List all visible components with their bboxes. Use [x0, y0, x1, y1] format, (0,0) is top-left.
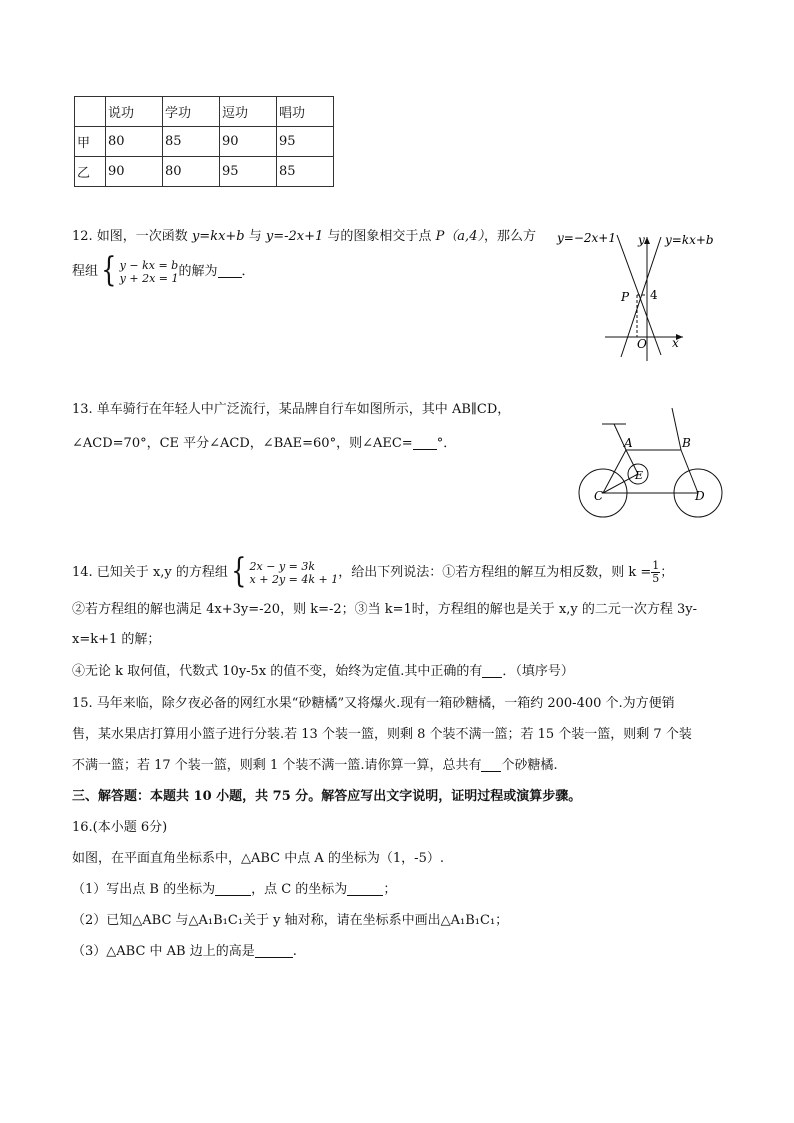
q14-text: ；	[660, 565, 674, 580]
q16-text: （1）写出点 B 的坐标为	[72, 882, 216, 897]
point-label: C	[594, 489, 604, 503]
q15-line1: 15. 马年来临，除夕夜必备的网红水果“砂糖橘”又将爆火.现有一箱砂糖橘，一箱约 200-400 个.为方便销	[72, 696, 675, 711]
q14-text: ，给出下列说法：①若方程组的解互为相反数，则 k =	[338, 565, 652, 580]
q16-header: 16.(本小题 6分)	[72, 820, 168, 835]
q16-text: （3）△ABC 中 AB 边上的高是	[72, 944, 255, 959]
table-header-cell: 说功	[106, 97, 163, 127]
table-cell: 95	[277, 127, 334, 157]
q14-text: 14. 已知关于 x,y 的方程组	[72, 565, 228, 580]
answer-blank[interactable]	[347, 881, 383, 896]
equation-system	[120, 259, 179, 285]
brace-icon: {	[101, 249, 117, 290]
q16-text: ；	[383, 882, 397, 897]
answer-blank[interactable]	[218, 263, 242, 278]
q16-intro: 如图，在平面直角坐标系中，△ABC 中点 A 的坐标为（1，-5）.	[72, 851, 444, 866]
table-header-row	[75, 97, 334, 127]
q13-line1: 13. 单车骑行在年轻人中广泛流行，某品牌自行车如图所示，其中 AB∥CD，	[72, 402, 511, 417]
table-cell: 85	[163, 127, 220, 157]
table-cell: 90	[220, 127, 277, 157]
table-cell: 95	[220, 157, 277, 187]
table-header-cell: 逗功	[220, 97, 277, 127]
q12-text: ，那么方	[483, 229, 536, 244]
equation-row: x + 2y = 4k + 1	[249, 572, 339, 586]
table-cell: 80	[163, 157, 220, 187]
fraction-numerator: 1	[652, 559, 660, 572]
q12-text: 程组	[72, 264, 99, 279]
graph-label: P	[621, 290, 630, 304]
table-header-cell	[75, 97, 106, 127]
q15-line2: 售，某水果店打算用小篮子进行分装.若 13 个装一篮，则剩 8 个装不满一篮；若 15 个装一篮，则剩 7 个装	[72, 727, 692, 742]
table-cell: 85	[277, 157, 334, 187]
handlebar-stem	[672, 408, 681, 450]
table-cell: 甲	[75, 127, 106, 157]
q14-line3: x=k+1 的解；	[72, 632, 161, 647]
q13-text: ∠ACD=70°，CE 平分∠ACD，∠BAE=60°，则∠AEC=	[72, 436, 413, 451]
brace-icon: {	[231, 550, 247, 591]
q14-line4	[72, 662, 574, 682]
q12-formula: y=-2x+1	[265, 229, 324, 244]
q12-formula: y=kx+b	[191, 229, 245, 244]
q14-line1	[72, 550, 674, 591]
q13-line2	[72, 434, 456, 454]
q12-text: ．	[241, 264, 255, 279]
graph-label: 4	[650, 288, 658, 302]
q15-text: 个砂糖橘.	[501, 758, 558, 773]
q13-text: °．	[436, 436, 457, 451]
q12-line2	[72, 249, 255, 290]
point-label: E	[635, 469, 644, 482]
table-cell: 乙	[75, 157, 106, 187]
graph-label: x	[672, 336, 679, 350]
bicycle-figure	[578, 400, 726, 525]
q12-point: P（a,4）	[435, 229, 484, 244]
q12-text: 的解为	[178, 264, 218, 279]
q16-part1	[72, 880, 396, 900]
q15-line3	[72, 756, 558, 776]
point-label: A	[624, 436, 633, 450]
answer-blank[interactable]	[482, 663, 502, 678]
equation-row: y − kx = b	[119, 258, 179, 272]
q14-text: ．（填序号）	[502, 664, 574, 679]
table-cell: 90	[106, 157, 163, 187]
graph-label: O	[637, 337, 647, 351]
table-header-cell: 学功	[163, 97, 220, 127]
answer-blank[interactable]	[215, 881, 251, 896]
table-header-cell: 唱功	[277, 97, 334, 127]
q14-text: ④无论 k 取何值，代数式 10y-5x 的值不变，始终为定值.其中正确的有	[72, 664, 483, 679]
q12-text: 与	[244, 229, 266, 244]
q12-text: 与的图象相交于点	[323, 229, 436, 244]
q12-graph-figure	[555, 225, 730, 365]
q16-text: ，点 C 的坐标为	[251, 882, 348, 897]
arrow-icon	[644, 237, 650, 244]
answer-blank[interactable]	[413, 435, 437, 450]
point-label: B	[682, 436, 691, 450]
graph-label: y	[638, 233, 645, 247]
table-row	[75, 157, 334, 187]
graph-label: y=−2x+1	[557, 231, 616, 245]
q16-part2: （2）已知△ABC 与△A₁B₁C₁关于 y 轴对称，请在坐标系中画出△A₁B₁C₁；	[72, 913, 509, 928]
section-title: 三、解答题：本题共 10 小题，共 75 分。解答应写出文字说明，证明过程或演算步骤。	[72, 789, 582, 804]
segment-bd	[681, 450, 698, 493]
table-row	[75, 127, 334, 157]
score-table	[74, 96, 334, 187]
q12-text: 12. 如图，一次函数	[72, 229, 192, 244]
q12-line1	[72, 227, 536, 247]
q14-line2: ②若方程组的解也满足 4x+3y=-20，则 k=-2；③当 k=1时，方程组的解也是关于 x,y 的二元一次方程 3y-	[72, 602, 698, 617]
fraction	[651, 560, 660, 585]
equation-row: 2x − y = 3k	[249, 559, 316, 573]
equation-row: y + 2x = 1	[119, 271, 179, 285]
q15-text: 不满一篮；若 17 个装一篮，则剩 1 个装不满一篮.请你算一算，总共有	[72, 758, 482, 773]
point-label: D	[695, 489, 705, 503]
graph-label: y=kx+b	[665, 233, 714, 247]
q16-text: .	[292, 944, 297, 959]
q16-part3	[72, 942, 297, 962]
table-cell: 80	[106, 127, 163, 157]
equation-system	[250, 560, 339, 586]
answer-blank[interactable]	[481, 757, 501, 772]
fraction-denominator: 5	[652, 572, 660, 585]
answer-blank[interactable]	[255, 943, 293, 958]
